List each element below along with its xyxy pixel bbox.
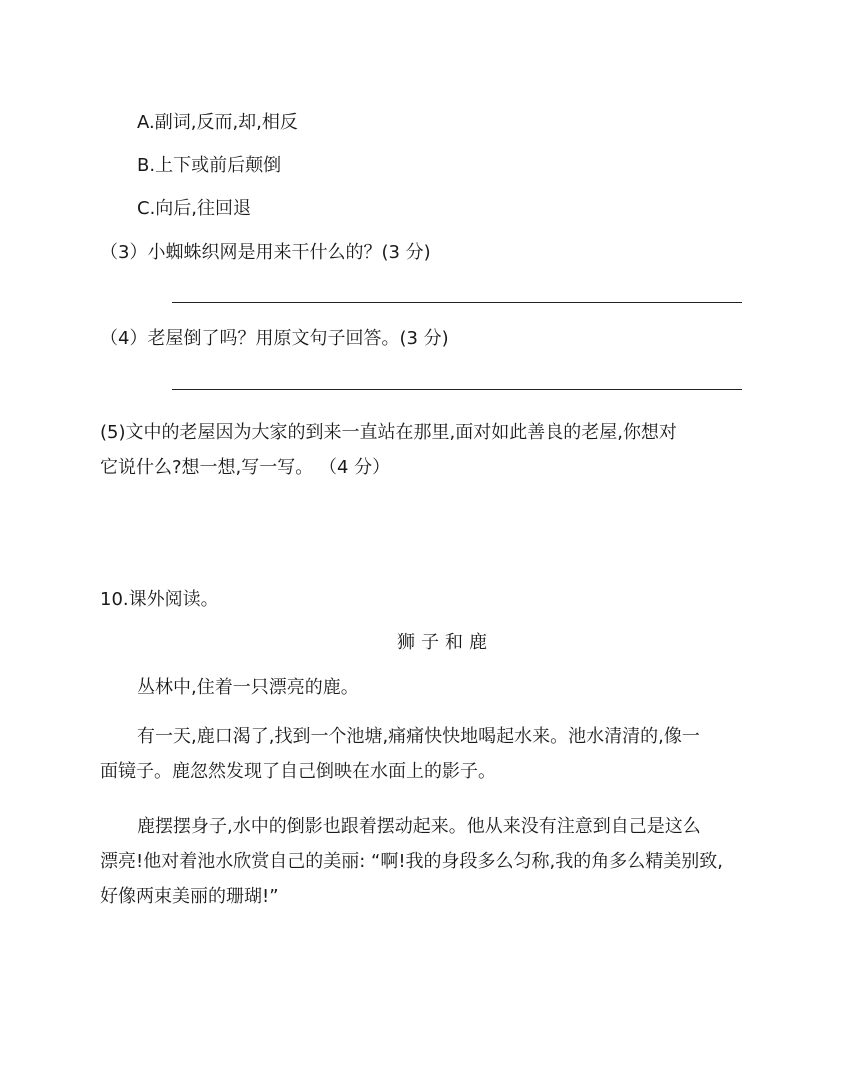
- passage-paragraph-1: 丛林中,住着一只漂亮的鹿。: [137, 677, 359, 698]
- option-c: C.向后,往回退: [137, 198, 252, 219]
- answer-line-q3: [172, 302, 742, 303]
- passage-paragraph-3-line-2: 漂亮!他对着池水欣赏自己的美丽: “啊!我的身段多么匀称,我的角多么精美别致,: [100, 851, 723, 872]
- answer-line-q4: [172, 389, 742, 390]
- passage-paragraph-3-line-1: 鹿摆摆身子,水中的倒影也跟着摆动起来。他从来没有注意到自己是这么: [137, 816, 701, 837]
- question-5-line-2: 它说什么?想一想,写一写。 （4 分）: [100, 457, 391, 478]
- question-4: （4）老屋倒了吗？用原文句子回答。(3 分): [100, 328, 449, 349]
- passage-paragraph-2-line-1: 有一天,鹿口渴了,找到一个池塘,痛痛快快地喝起水来。池水清清的,像一: [137, 726, 700, 747]
- passage-paragraph-3-line-3: 好像两束美丽的珊瑚!”: [100, 886, 279, 907]
- question-5-line-1: (5)文中的老屋因为大家的到来一直站在那里,面对如此善良的老屋,你想对: [100, 422, 677, 443]
- option-a: A.副词,反而,却,相反: [137, 112, 298, 133]
- question-3: （3）小蜘蛛织网是用来干什么的？(3 分): [100, 242, 431, 263]
- question-10-heading: 10.课外阅读。: [100, 589, 219, 610]
- passage-paragraph-2-line-2: 面镜子。鹿忽然发现了自己倒映在水面上的影子。: [100, 761, 496, 782]
- option-b: B.上下或前后颠倒: [137, 155, 282, 176]
- passage-title: 狮子和鹿: [397, 632, 493, 653]
